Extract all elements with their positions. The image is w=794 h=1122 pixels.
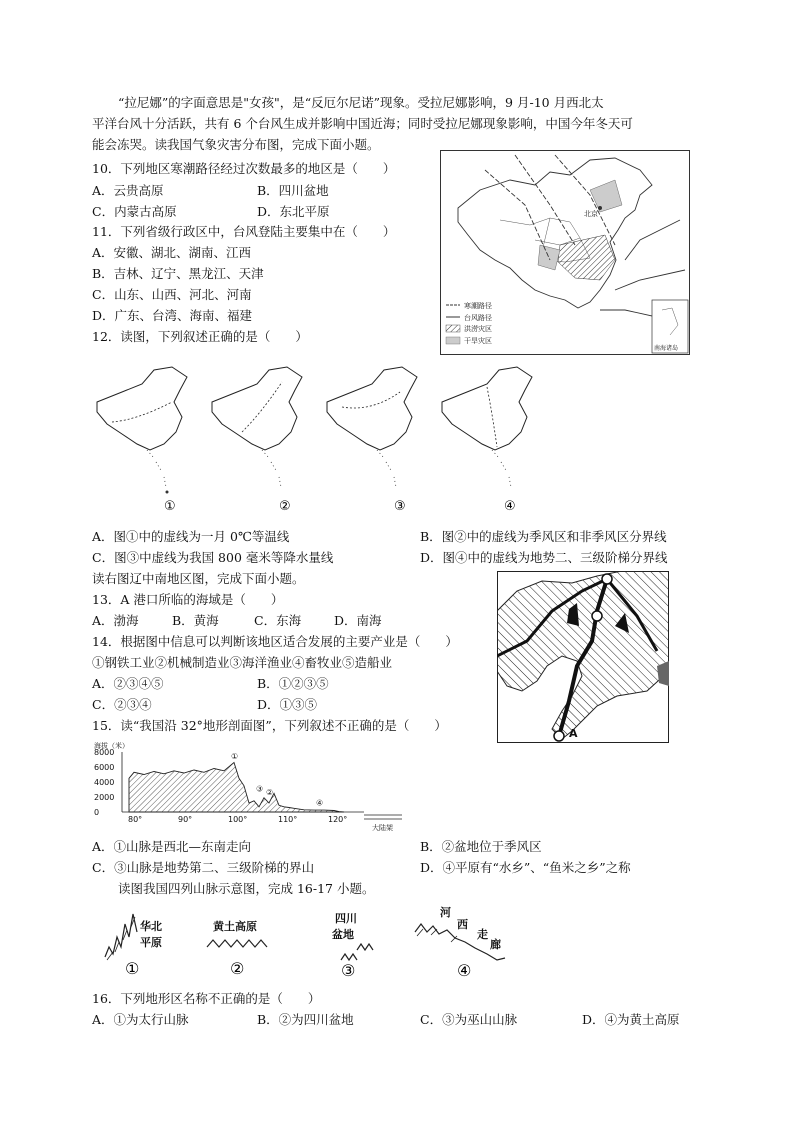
q16-option-c[interactable]: C．③为巫山山脉: [420, 1012, 518, 1027]
q11-stem: 11．下列省级行政区中，台风登陆主要集中在（ ）: [92, 224, 396, 239]
mountain-3-label-b: 盆地: [332, 928, 354, 941]
q12-option-a[interactable]: A．图①中的虚线为一月 0℃等温线: [92, 529, 290, 544]
mountain-4-label-b: 西: [457, 918, 468, 931]
q13-option-b[interactable]: B．黄海: [172, 613, 219, 628]
x-tick-label: 90°: [178, 815, 193, 824]
mountain-3-label-a: 四川: [335, 912, 357, 925]
q15-option-d[interactable]: D．④平原有“水乡”、“鱼米之乡”之称: [420, 860, 631, 875]
mountain-4-label-a: 河: [440, 906, 451, 919]
mountain-3-number: ③: [341, 961, 356, 980]
q15-option-a[interactable]: A．①山脉是西北—东南走向: [92, 839, 252, 854]
q15-stem: 15．读“我国沿 32°地形剖面图”，下列叙述不正确的是（ ）: [92, 718, 447, 733]
q12-map-label-3: ③: [394, 499, 406, 514]
q11-option-a[interactable]: A．安徽、湖北、湖南、江西: [92, 245, 252, 260]
q14-option-d[interactable]: D．①③⑤: [257, 697, 318, 712]
q14-option-c[interactable]: C．②③④: [92, 697, 152, 712]
mountain-4-label-c: 走: [477, 928, 488, 941]
q12-stem: 12．读图，下列叙述正确的是（ ）: [92, 329, 308, 344]
q11-option-b[interactable]: B．吉林、辽宁、黑龙江、天津: [92, 266, 264, 281]
q14-option-b[interactable]: B．①②③⑤: [257, 676, 329, 691]
y-tick-label: 0: [94, 808, 100, 817]
mountain-1-label-a: 华北: [140, 920, 162, 933]
q13-option-a[interactable]: A．渤海: [92, 613, 139, 628]
q12-map-4: [442, 367, 532, 487]
q10-option-b[interactable]: B．四川盆地: [257, 183, 329, 198]
q13-stem: 13．A 港口所临的海域是（ ）: [92, 592, 284, 607]
mountain-1-number: ①: [125, 959, 140, 978]
profile-ylabel: 海拔（米）: [94, 742, 129, 750]
liaoning-map-figure: [497, 571, 669, 743]
mountain-4: [415, 905, 505, 980]
y-tick-label: 8000: [94, 748, 115, 757]
q16-stem: 16．下列地形区名称不正确的是（ ）: [92, 991, 321, 1006]
q13-option-d[interactable]: D．南海: [334, 613, 382, 628]
disaster-map-figure: [440, 150, 690, 355]
q12-option-c[interactable]: C．图③中虚线为我国 800 毫米等降水量线: [92, 550, 334, 565]
mountain-2-label: 黄土高原: [213, 920, 257, 933]
mountain-2-number: ②: [230, 959, 245, 978]
mountains-figure: [95, 902, 525, 982]
q11-option-c[interactable]: C．山东、山西、河北、河南: [92, 287, 252, 302]
profile-annotation: ④: [316, 798, 324, 808]
mountain-3: [332, 912, 373, 980]
q12-option-d[interactable]: D．图④中的虚线为地势二、三级阶梯分界线: [420, 550, 668, 565]
q12-map-label-1: ①: [164, 499, 176, 514]
q14-stem: 14．根据图中信息可以判断该地区适合发展的主要产业是（ ）: [92, 634, 458, 649]
profile-right-label: 大陆架: [372, 824, 393, 832]
q12-map-1: [97, 367, 187, 494]
legend-drought: 干旱灾区: [464, 337, 492, 345]
x-tick-label: 100°: [228, 815, 248, 824]
mountain-1: [105, 914, 162, 978]
profile-area: [129, 763, 344, 813]
q16-option-a[interactable]: A．①为太行山脉: [92, 1012, 189, 1027]
q12-map-label-2: ②: [279, 499, 291, 514]
port-a-label: A: [569, 727, 578, 740]
q12-map-label-4: ④: [504, 499, 516, 514]
x-tick-label: 80°: [128, 815, 143, 824]
profile-annotation: ③: [256, 784, 264, 794]
mountain-4-label-d: 廊: [490, 938, 501, 951]
q14-option-a[interactable]: A．②③④⑤: [92, 676, 164, 691]
mountain-4-number: ④: [457, 961, 472, 980]
intro-line-2: 平洋台风十分活跃，共有 6 个台风生成并影响中国近海；同时受拉尼娜现象影响，中国今年冬天可: [92, 116, 633, 131]
q15-option-c[interactable]: C．③山脉是地势第二、三级阶梯的界山: [92, 860, 315, 875]
q12-map-3: [327, 367, 417, 487]
q14-items: ①钢铁工业②机械制造业③海洋渔业④畜牧业⑤造船业: [92, 655, 393, 670]
profile-chart: [92, 740, 412, 832]
q11-option-d[interactable]: D．广东、台湾、海南、福建: [92, 308, 253, 323]
q16-option-d[interactable]: D．④为黄土高原: [582, 1012, 680, 1027]
q12-option-b[interactable]: B．图②中的虚线为季风区和非季风区分界线: [420, 529, 667, 544]
q10-option-a[interactable]: A．云贵高原: [92, 183, 164, 198]
q12-maps-figure: [92, 362, 552, 522]
q10-stem: 10．下列地区寒潮路径经过次数最多的地区是（ ）: [92, 161, 396, 176]
q12-map-2: [212, 367, 302, 487]
q13-option-c[interactable]: C．东海: [254, 613, 302, 628]
y-tick-label: 4000: [94, 778, 115, 787]
liaoning-intro: 读右图辽中南地区图，完成下面小题。: [92, 571, 305, 586]
q15-option-b[interactable]: B．②盆地位于季风区: [420, 839, 542, 854]
q16-option-b[interactable]: B．②为四川盆地: [257, 1012, 354, 1027]
inset-label: 南海诸岛: [654, 345, 679, 352]
mountain-2: [207, 919, 267, 978]
legend-typhoon: 台风路径: [464, 314, 492, 322]
q10-option-c[interactable]: C．内蒙古高原: [92, 204, 177, 219]
legend-cold-wave: 寒潮路径: [464, 302, 492, 310]
y-tick-label: 2000: [94, 793, 115, 802]
intro-line-3: 能会冻哭。读我国气象灾害分布图，完成下面小题。: [92, 137, 380, 152]
profile-annotation: ②: [266, 788, 274, 797]
mountain-1-label-b: 平原: [140, 936, 162, 949]
x-tick-label: 120°: [328, 815, 348, 824]
q10-option-d[interactable]: D．东北平原: [257, 204, 330, 219]
x-tick-label: 110°: [278, 815, 298, 824]
legend-flood: 洪涝灾区: [464, 325, 492, 333]
intro-line-1: “拉尼娜”的字面意思是"女孩"，是“反厄尔尼诺”现象。受拉尼娜影响，9 月-10 月西北太: [118, 95, 604, 110]
mountains-intro: 读图我国四列山脉示意图，完成 16-17 小题。: [118, 881, 375, 896]
profile-annotation: ①: [231, 752, 239, 761]
beijing-label: 北京: [584, 210, 598, 218]
y-tick-label: 6000: [94, 763, 115, 772]
